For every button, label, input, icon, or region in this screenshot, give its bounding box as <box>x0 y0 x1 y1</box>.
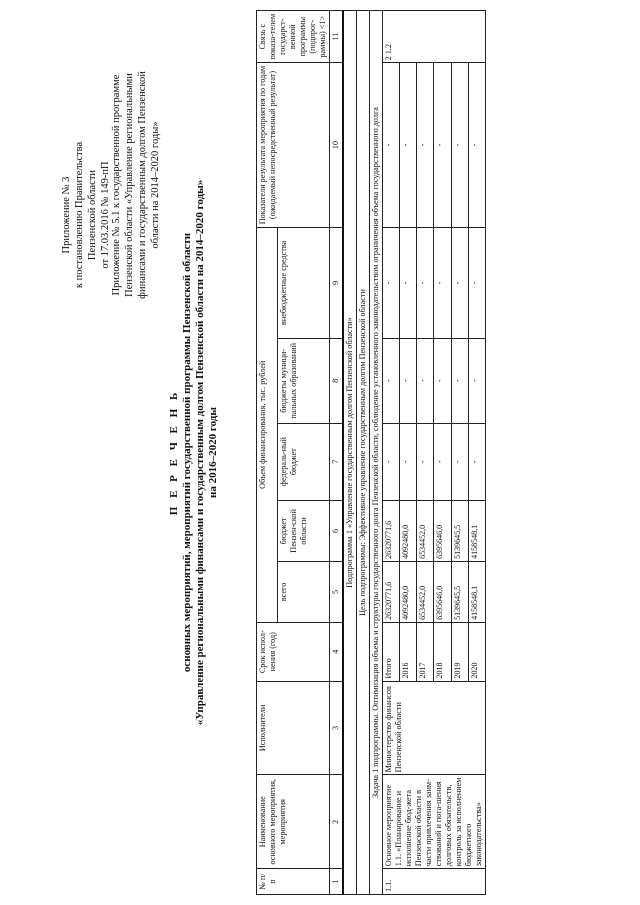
header-term: Срок испол-нения (год) <box>257 622 330 681</box>
row-municipal: - <box>417 339 434 423</box>
row-total: 4092480,0 <box>400 561 417 622</box>
row-federal: - <box>400 423 417 500</box>
row-total: 6395646,0 <box>434 561 451 622</box>
row-total: 6534452,0 <box>417 561 434 622</box>
header-name: Наименование основного мероприятия, мероприятия <box>257 775 330 869</box>
title-word: П Е Р Е Ч Е Н Ь <box>168 389 180 516</box>
col-number: 3 <box>330 681 344 775</box>
table-row <box>383 11 400 895</box>
row-federal: - <box>451 423 468 500</box>
row-num: 1.1. <box>383 869 486 895</box>
col-number: 5 <box>330 561 344 622</box>
row-total: 5139645,5 <box>451 561 468 622</box>
appendix-3-line: к постановлению Правительства <box>74 141 85 289</box>
row-link: 2 1.2 <box>383 11 486 63</box>
header-executor: Исполнители <box>257 681 330 775</box>
header-indicator: Показатели результата мероприятия по годам (ожидаемый непосредственный результат) <box>257 63 330 227</box>
appendix-3-header <box>60 85 112 345</box>
row-municipal: - <box>468 339 485 423</box>
col-number: 8 <box>330 339 344 423</box>
appendix-3-line: от 17.03.2016 № 149-пП <box>100 161 111 269</box>
col-number: 4 <box>330 622 344 681</box>
appendix-5-1-line: Пензенской области «Управление региональными <box>124 73 135 297</box>
header-link: Связь с показа-телем государст-венной программы (подпрог-раммы) <1> <box>257 11 330 63</box>
row-municipal: - <box>400 339 417 423</box>
row-offbudget: - <box>383 227 400 338</box>
header-funding: Объем финансирования, тыс. рублей <box>257 227 278 622</box>
goal-title: Цель подпрограммы: Эффективное управление государственным долгом Пензенской области <box>357 11 370 895</box>
header-total: всего <box>277 561 329 622</box>
row-regional: 4092480,0 <box>400 500 417 561</box>
row-term: 2018 <box>434 622 451 681</box>
row-federal: - <box>468 423 485 500</box>
row-indicator: - <box>417 63 434 227</box>
row-offbudget: - <box>417 227 434 338</box>
row-offbudget: - <box>451 227 468 338</box>
column-numbers-row <box>330 11 344 895</box>
appendix-5-1-header <box>110 35 162 335</box>
document-title <box>168 20 220 885</box>
row-indicator: - <box>434 63 451 227</box>
row-term: 2017 <box>417 622 434 681</box>
row-offbudget: - <box>400 227 417 338</box>
header-regional: бюджет Пензен-ской области <box>277 500 329 561</box>
row-municipal: - <box>434 339 451 423</box>
appendix-3-line: Пензенской области <box>87 169 98 261</box>
col-number: 7 <box>330 423 344 500</box>
row-term: Итого <box>383 622 400 681</box>
table-header-row <box>257 11 278 895</box>
row-offbudget: - <box>468 227 485 338</box>
row-indicator: - <box>383 63 400 227</box>
appendix-5-1-line: Приложение № 5.1 к государственной программе <box>111 74 122 296</box>
header-offbudget: внебюджетные средства <box>277 227 329 338</box>
header-federal: федераль-ный бюджет <box>277 423 329 500</box>
row-offbudget: - <box>434 227 451 338</box>
row-term: 2020 <box>468 622 485 681</box>
title-line: «Управление региональными финансами и государственным долгом Пензенской области на 2014–2020 годы» <box>194 179 206 726</box>
col-number: 11 <box>330 11 344 63</box>
row-federal: - <box>417 423 434 500</box>
row-term: 2019 <box>451 622 468 681</box>
row-indicator: - <box>400 63 417 227</box>
header-num: № п/п <box>257 869 330 895</box>
row-federal: - <box>434 423 451 500</box>
col-number: 2 <box>330 775 344 869</box>
header-municipal: бюджеты муници-пальных образований <box>277 339 329 423</box>
row-regional: 6395646,0 <box>434 500 451 561</box>
row-total: 4158548,1 <box>468 561 485 622</box>
subprogram-title: Подпрограмма 1 «Управление государственным долгом Пензенской области» <box>343 11 357 895</box>
appendix-5-1-line: области на 2014–2020 годы» <box>150 121 161 249</box>
col-number: 6 <box>330 500 344 561</box>
subprogram-row <box>343 11 357 895</box>
goal-row <box>357 11 370 895</box>
title-line: основных мероприятий, мероприятий государственной программы Пензенской области <box>181 232 193 673</box>
row-term: 2016 <box>400 622 417 681</box>
task-title: Задача 1 подпрограммы. Оптимизация объема и структуры государственного долга Пензенской области, соблюдение установленного законодательством ограничения объема государственного долга <box>370 11 383 895</box>
row-municipal: - <box>451 339 468 423</box>
col-number: 10 <box>330 63 344 227</box>
col-number: 1 <box>330 869 344 895</box>
row-federal: - <box>383 423 400 500</box>
row-regional: 4158548,1 <box>468 500 485 561</box>
row-executor: Министерство финансов Пензенской области <box>383 681 486 775</box>
row-indicator: - <box>468 63 485 227</box>
row-indicator: - <box>451 63 468 227</box>
col-number: 9 <box>330 227 344 338</box>
measures-table <box>256 10 486 895</box>
row-regional: 26320771,6 <box>383 500 400 561</box>
row-regional: 5139645,5 <box>451 500 468 561</box>
title-line: на 2016–2020 годы <box>207 407 219 498</box>
row-name: Основное мероприятие 1.1. «Планирование и исполнение бюд-жета Пензенской области в части привлечения заим-ствований и пога-шения долговых обязательств, контроль за исполнением бюджетного законодательства» <box>383 775 486 869</box>
row-regional: 6534452,0 <box>417 500 434 561</box>
appendix-3-line: Приложение № 3 <box>61 176 72 254</box>
task-row <box>370 11 383 895</box>
appendix-5-1-line: финансами и государственным долгом Пензенской <box>137 71 148 299</box>
row-municipal: - <box>383 339 400 423</box>
row-total: 26320771,6 <box>383 561 400 622</box>
